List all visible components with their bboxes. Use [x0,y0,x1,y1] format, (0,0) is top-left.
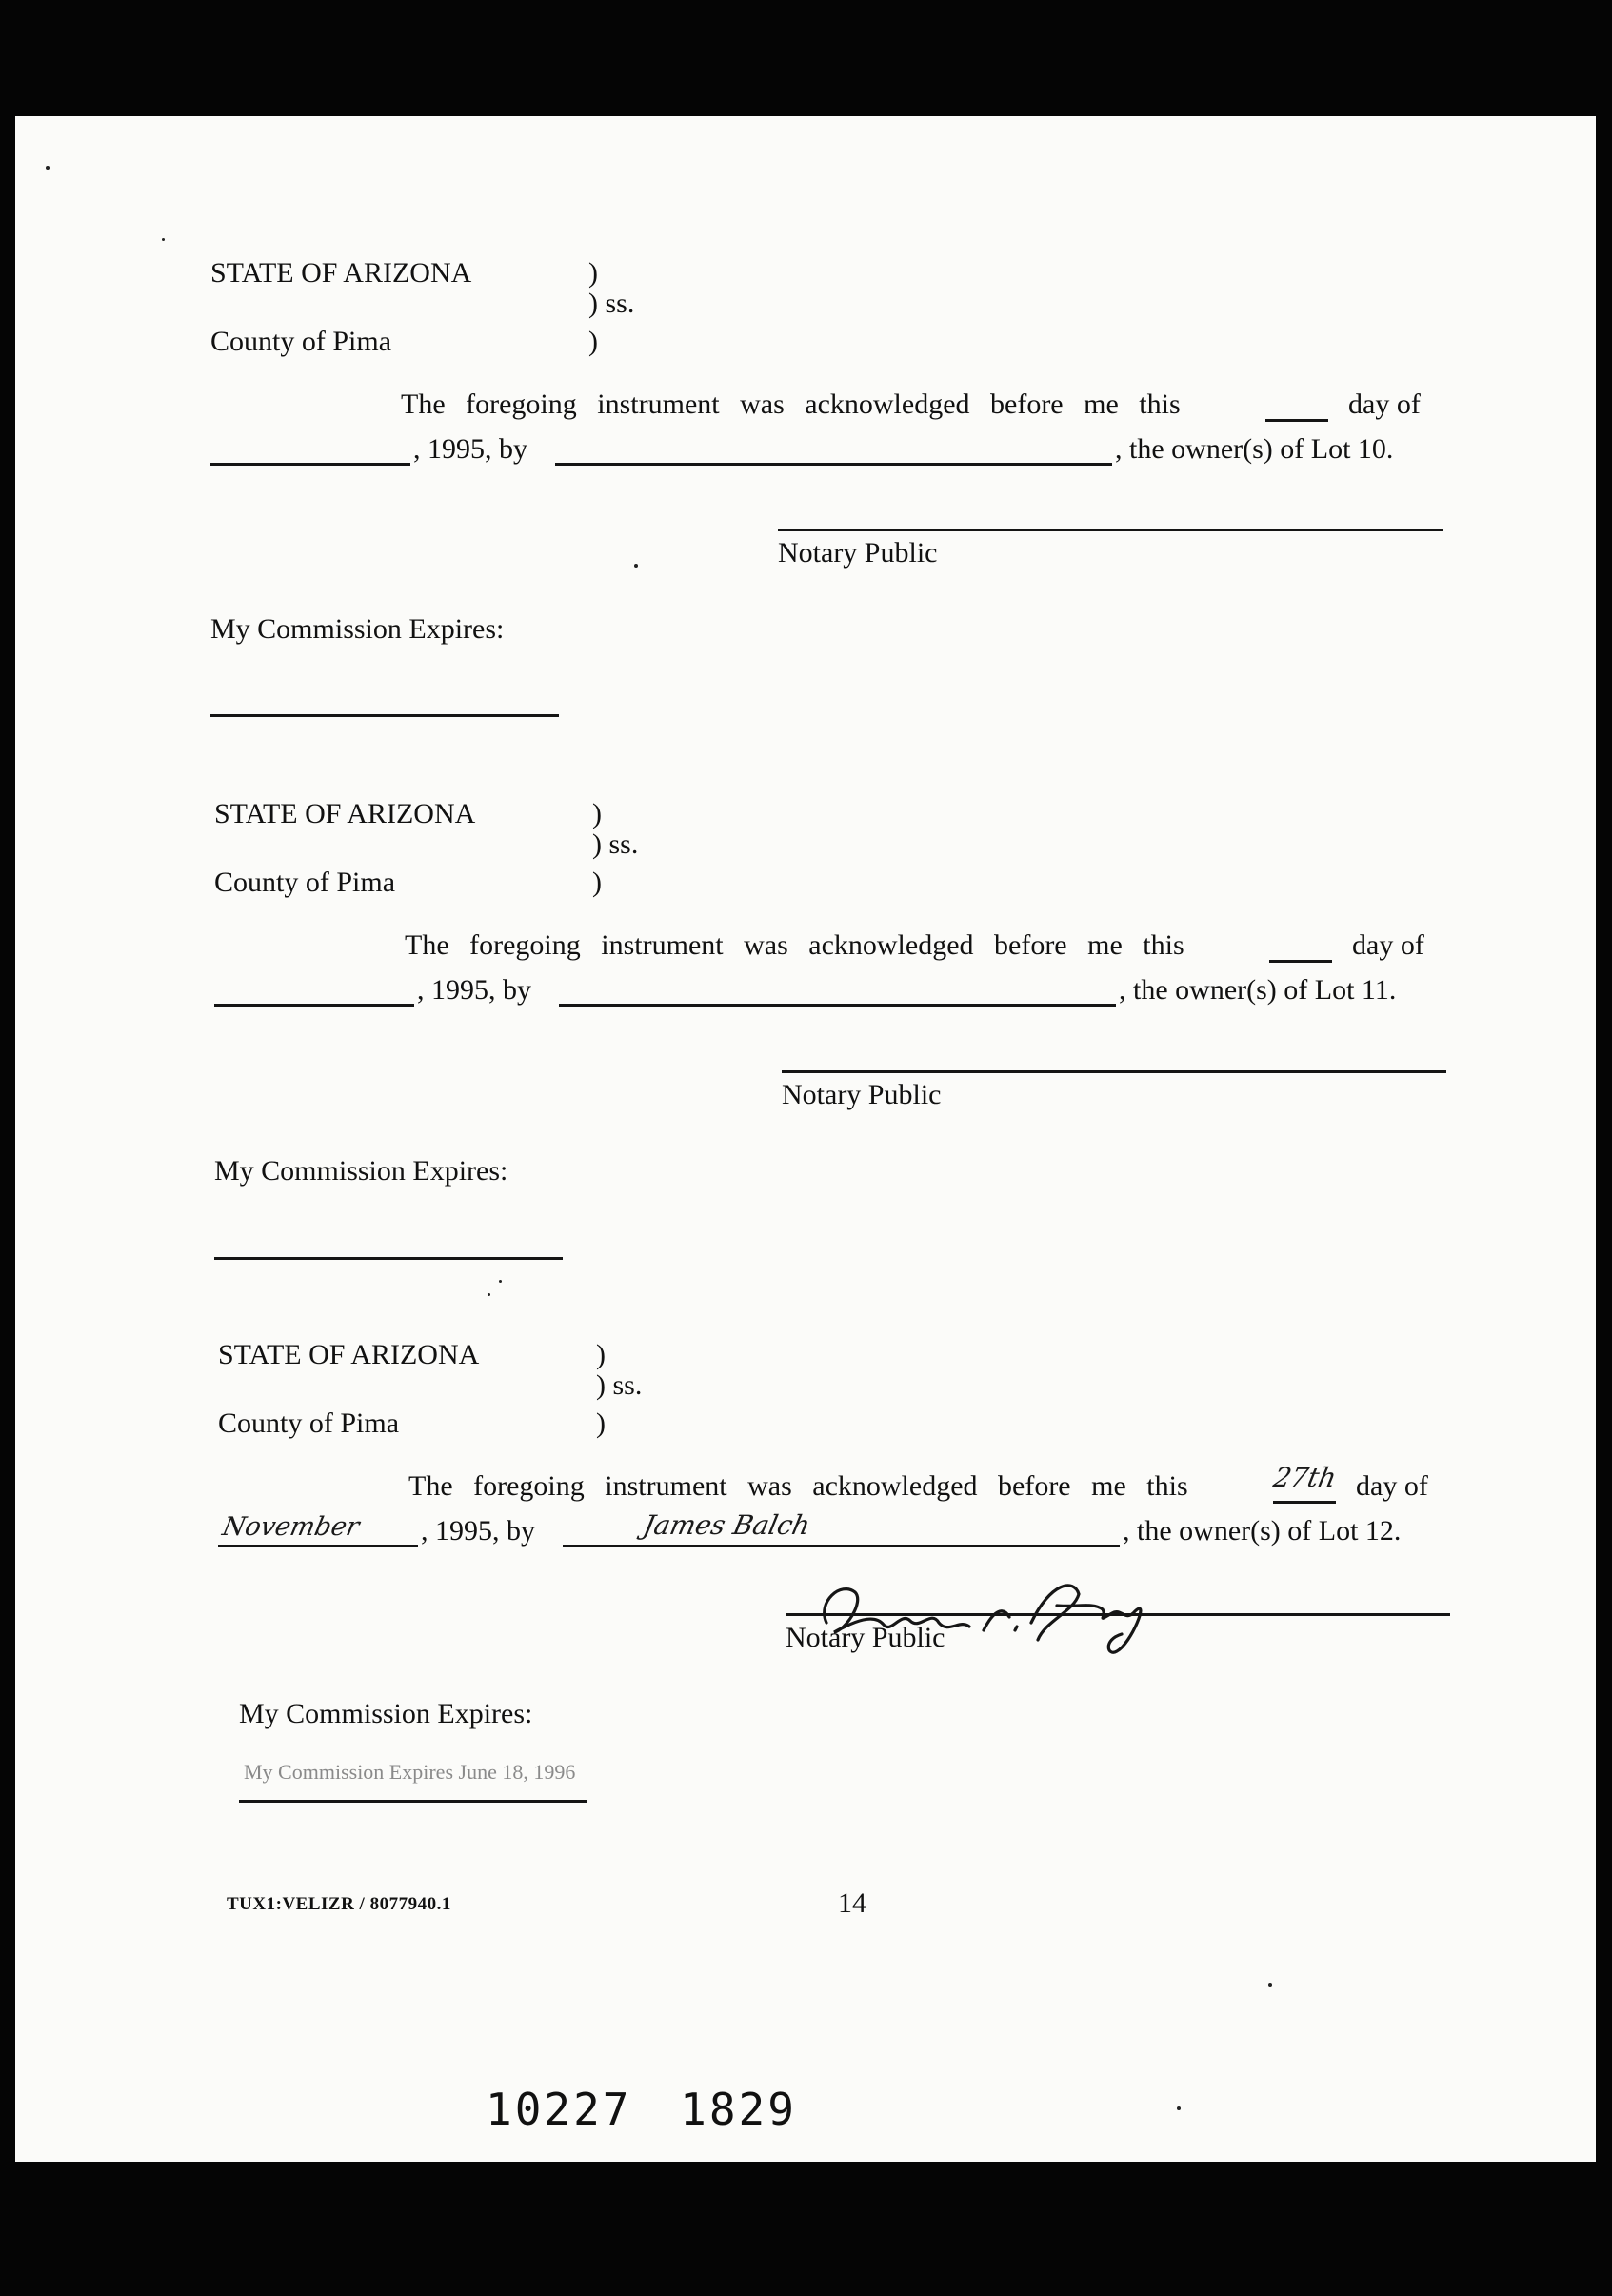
commission-blank [239,1800,587,1803]
year-by-text: , 1995, by [417,974,531,1006]
page-number: 14 [838,1887,866,1919]
paren: ) [588,326,598,357]
commission-label: My Commission Expires: [239,1698,533,1729]
scan-speck [1177,2106,1181,2110]
state-label: STATE OF ARIZONA [214,798,476,829]
paren: ) [596,1408,606,1439]
paren: ) [596,1339,606,1370]
ss-label: ) ss. [592,829,639,860]
commission-blank [214,1257,563,1260]
notary-signature-line [782,1070,1446,1073]
owner-name-blank [555,463,1112,466]
document-id: TUX1:VELIZR / 8077940.1 [227,1894,451,1914]
scan-speck [488,1293,490,1296]
scan-speck [1268,1983,1272,1987]
county-label: County of Pima [214,867,396,898]
month-blank [214,1004,414,1007]
commission-label: My Commission Expires: [214,1155,508,1187]
day-of-text: day of [1348,389,1421,420]
day-of-text: day of [1352,929,1424,961]
handwritten-owner-name: James Balch [640,1509,813,1541]
handwritten-day: 27th [1270,1462,1340,1493]
day-blank [1265,419,1328,422]
paren: ) [592,798,602,829]
scan-speck [162,238,165,241]
scan-speck [634,564,638,568]
year-by-text: , 1995, by [421,1515,535,1547]
state-label: STATE OF ARIZONA [210,257,472,289]
scan-speck [46,166,50,170]
document-page [15,116,1596,2162]
scan-speck [499,1280,502,1283]
month-blank [210,463,410,466]
commission-blank [210,714,559,717]
acknowledgment-text: The foregoing instrument was acknowledged before me this [408,1470,1188,1502]
owner-lot-text: , the owner(s) of Lot 11. [1119,974,1397,1006]
owner-name-blank [563,1545,1120,1547]
notary-label: Notary Public [778,537,938,569]
day-blank [1273,1501,1336,1504]
ss-label: ) ss. [596,1369,643,1401]
ss-label: ) ss. [588,288,635,319]
owner-name-blank [559,1004,1116,1007]
recording-number: 10227 1829 [486,2084,797,2135]
owner-lot-text: , the owner(s) of Lot 12. [1123,1515,1402,1547]
notary-label: Notary Public [782,1079,942,1110]
acknowledgment-text: The foregoing instrument was acknowledged before me this [405,929,1184,961]
handwritten-month: November [219,1512,363,1542]
county-label: County of Pima [218,1408,400,1439]
commission-label: My Commission Expires: [210,613,505,645]
commission-stamp: My Commission Expires June 18, 1996 [244,1760,576,1784]
month-blank [218,1545,418,1547]
day-blank [1269,960,1332,963]
notary-signature-line [778,529,1443,531]
acknowledgment-text: The foregoing instrument was acknowledged before me this [401,389,1181,420]
state-label: STATE OF ARIZONA [218,1339,480,1370]
county-label: County of Pima [210,326,392,357]
paren: ) [588,257,598,289]
owner-lot-text: , the owner(s) of Lot 10. [1115,433,1394,465]
paren: ) [592,867,602,898]
year-by-text: , 1995, by [413,433,527,465]
notary-label: Notary Public [786,1622,945,1653]
day-of-text: day of [1356,1470,1428,1502]
notary-signature-icon [788,1564,1207,1659]
